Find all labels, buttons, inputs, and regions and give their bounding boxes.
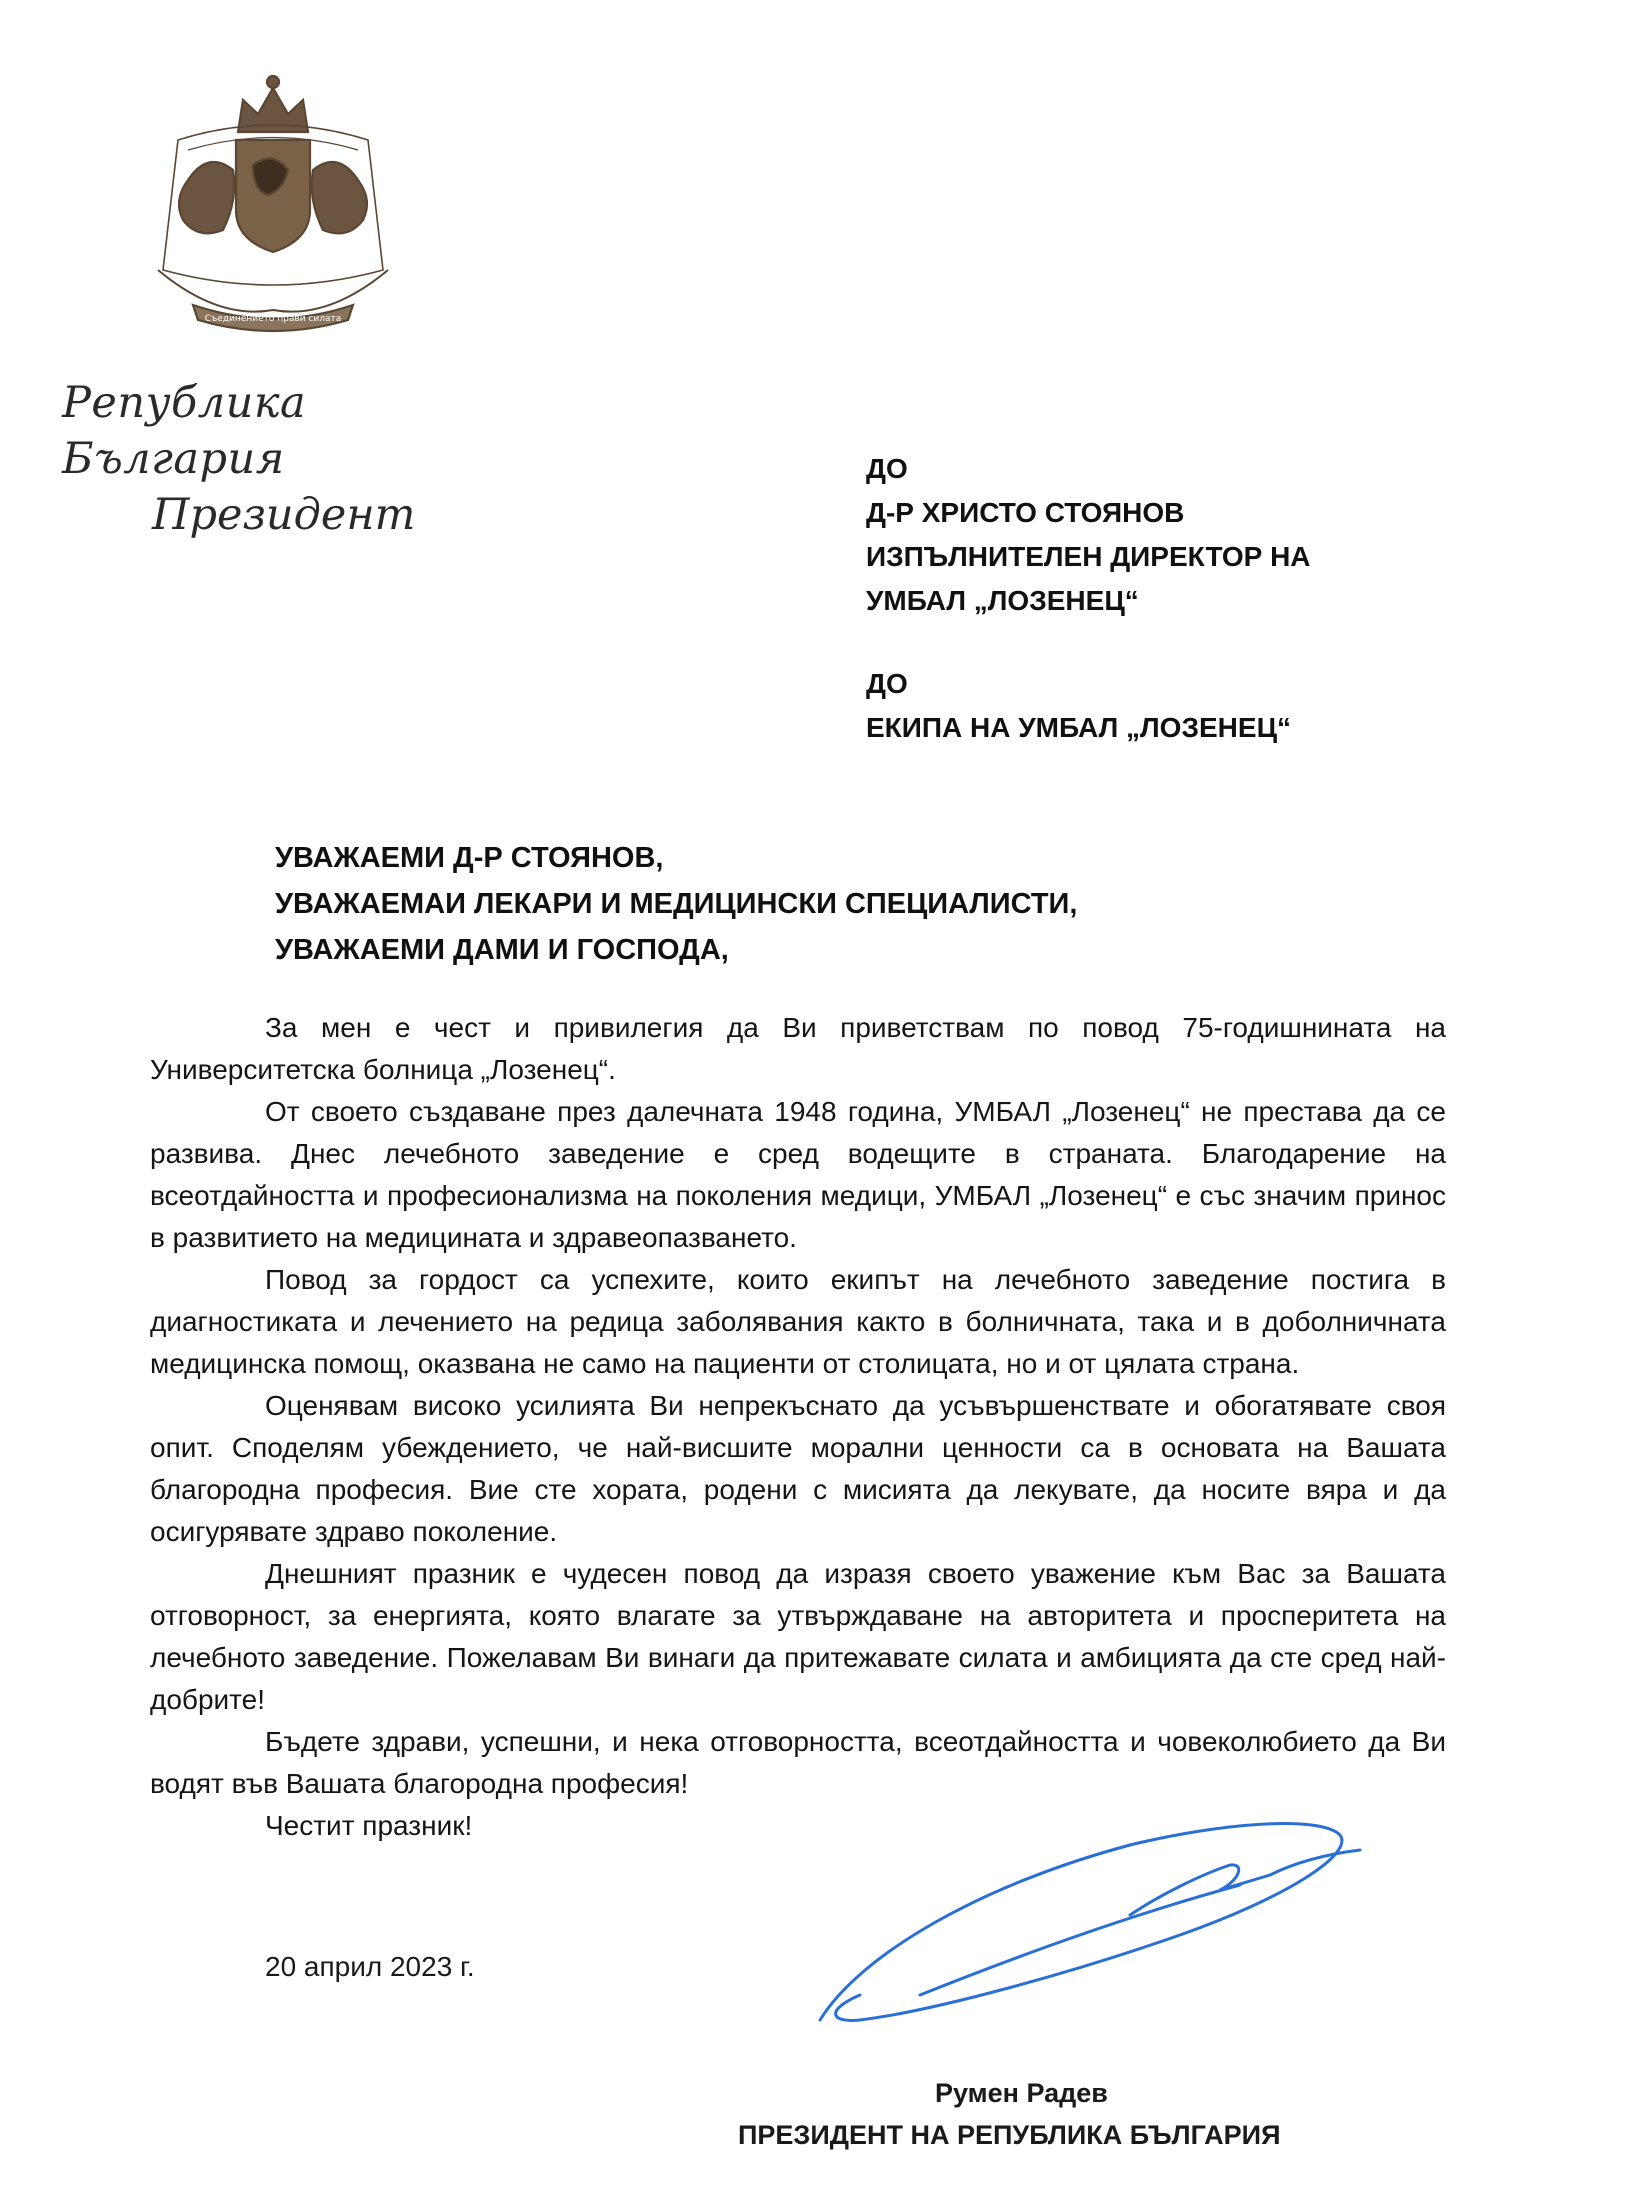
recipient-line: ДО	[866, 668, 908, 699]
letterhead-country: Република България	[62, 378, 307, 484]
letterhead-office: Президент	[152, 490, 416, 540]
letter-date: 20 април 2023 г.	[265, 1951, 475, 1982]
salutation	[275, 835, 1077, 973]
recipient-line: ДО	[866, 453, 908, 484]
letterhead	[62, 375, 542, 543]
coat-of-arms-emblem	[118, 70, 428, 340]
body-paragraph: Оценявам високо усилията Ви непрекъснато да усъвършенствате и обогатявате своя опит. Споделям убеждението, че най-висшите морални ценности са в основата на Вашата благородна професия. Вие сте хората, родени с мисията да лекувате, да носите вяра и да осигурявате здраво поколение.	[150, 1390, 1446, 1547]
salutation-line: УВАЖАЕМИ Д-Р СТОЯНОВ,	[275, 842, 664, 874]
handwritten-signature	[800, 1805, 1380, 2035]
body-paragraph: Честит празник!	[265, 1810, 473, 1841]
signer-title: ПРЕЗИДЕНТ НА РЕПУБЛИКА БЪЛГАРИЯ	[738, 2120, 1281, 2150]
recipient-block-director	[866, 447, 1311, 623]
salutation-line: УВАЖАЕМАИ ЛЕКАРИ И МЕДИЦИНСКИ СПЕЦИАЛИСТИ,	[275, 888, 1078, 920]
recipient-line: ИЗПЪЛНИТЕЛЕН ДИРЕКТОР НА	[866, 541, 1311, 572]
body-paragraph: За мен е чест и привилегия да Ви приветствам по повод 75-годишнината на Университетска болница „Лозенец“.	[150, 1012, 1446, 1085]
recipient-line: ЕКИПА НА УМБАЛ „ЛОЗЕНЕЦ“	[866, 712, 1292, 743]
salutation-line: УВАЖАЕМИ ДАМИ И ГОСПОДА,	[275, 934, 729, 966]
body-paragraph: Повод за гордост са успехите, които екипът на лечебното заведение постига в диагностиката и лечението на редица заболявания както в болничната, така и в доболничната медицинска помощ, оказвана не само на пациенти от столицата, но и от цялата страна.	[150, 1264, 1446, 1379]
body-paragraph: Днешният празник е чудесен повод да изразя своето уважение към Вас за Вашата отговорност, за енергията, която влагате за утвърждаване на авторитета и просперитета на лечебното заведение. Пожелавам Ви винаги да притежавате силата и амбицията да сте сред най-добрите!	[150, 1558, 1446, 1715]
recipient-line: Д-Р ХРИСТО СТОЯНОВ	[866, 497, 1185, 528]
emblem-motto: Съединението прави силата	[204, 314, 342, 324]
recipient-block-team	[866, 662, 1291, 750]
letter-body	[150, 1007, 1446, 1847]
body-paragraph: От своето създаване през далечната 1948 година, УМБАЛ „Лозенец“ не престава да се развива. Днес лечебното заведение е сред водещите в страната. Благодарение на всеотдайността и професионализма на поколения медици, УМБАЛ „Лозенец“ е със значим принос в развитието на медицината и здравеопазването.	[150, 1096, 1446, 1253]
signer-name: Румен Радев	[935, 2078, 1108, 2108]
body-paragraph: Бъдете здрави, успешни, и нека отговорността, всеотдайността и човеколюбието да Ви водят във Вашата благородна професия!	[150, 1726, 1446, 1799]
recipient-line: УМБАЛ „ЛОЗЕНЕЦ“	[866, 585, 1139, 616]
